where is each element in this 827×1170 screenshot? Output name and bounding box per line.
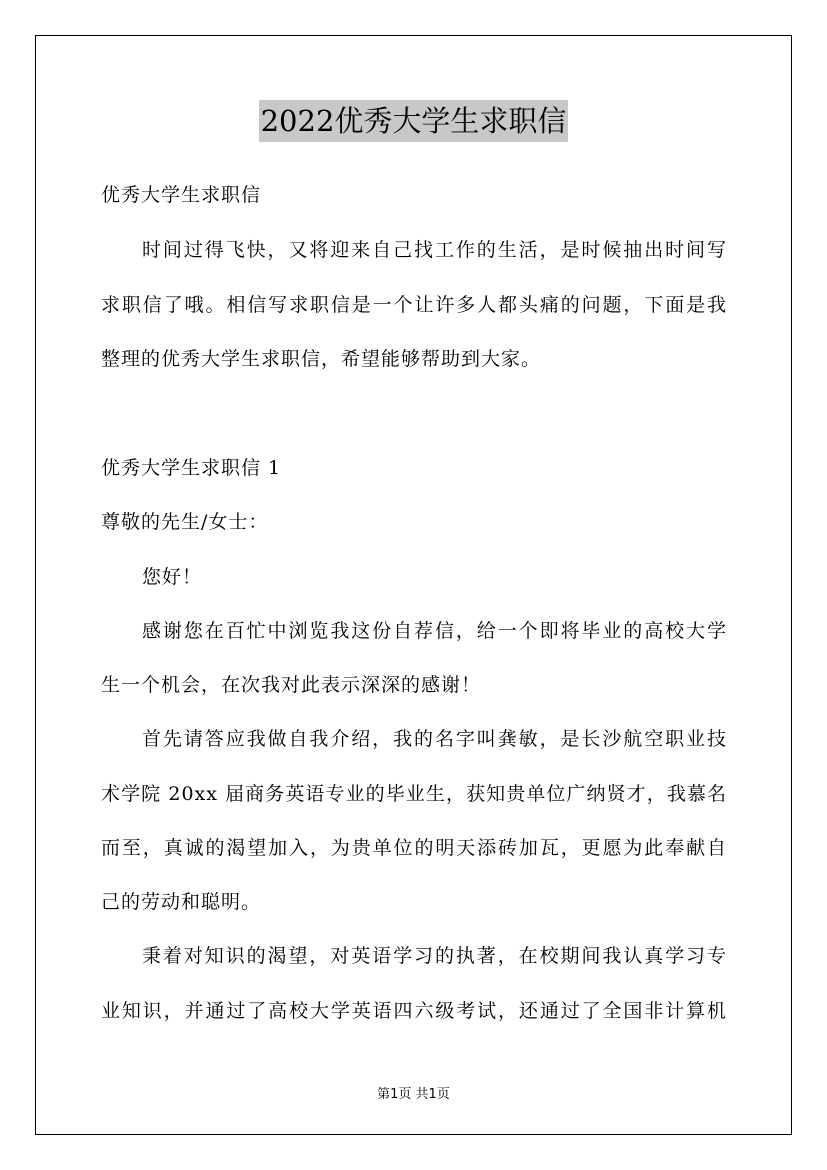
paragraph-line: 术学院 20xx 届商务英语专业的毕业生，获知贵单位广纳贤才，我慕名 (101, 783, 727, 805)
document-title: 2022优秀大学生求职信 (259, 100, 569, 142)
page-footer (0, 1083, 827, 1102)
paragraph-line: 而至，真诚的渴望加入，为贵单位的明天添砖加瓦，更愿为此奉献自 (101, 837, 727, 859)
paragraph-line: 生一个机会，在次我对此表示深深的感谢！ (101, 674, 482, 696)
paragraph-line: 秉着对知识的渴望，对英语学习的执著，在校期间我认真学习专 (142, 945, 727, 967)
intro-line: 求职信了哦。相信写求职信是一个让许多人都头痛的问题，下面是我 (101, 294, 727, 316)
paragraph-line: 业知识，并通过了高校大学英语四六级考试，还通过了全国非计算机 (101, 1000, 727, 1022)
intro-line: 时间过得飞快，又将迎来自己找工作的生活，是时候抽出时间写 (142, 239, 727, 261)
paragraph-line: 首先请答应我做自我介绍，我的名字叫龚敏，是长沙航空职业技 (142, 728, 727, 750)
salutation: 尊敬的先生/女士： (101, 511, 269, 533)
paragraph-line: 感谢您在百忙中浏览我这份自荐信，给一个即将毕业的高校大学 (142, 620, 727, 642)
intro-line: 整理的优秀大学生求职信，希望能够帮助到大家。 (101, 348, 542, 370)
subtitle: 优秀大学生求职信 (101, 184, 262, 206)
title-container (0, 100, 827, 142)
paragraph-line: 己的劳动和聪明。 (101, 891, 262, 913)
letter-heading: 优秀大学生求职信 1 (101, 457, 282, 479)
greeting: 您好！ (142, 566, 203, 588)
page-number: 第1页 共1页 (377, 1087, 450, 1102)
